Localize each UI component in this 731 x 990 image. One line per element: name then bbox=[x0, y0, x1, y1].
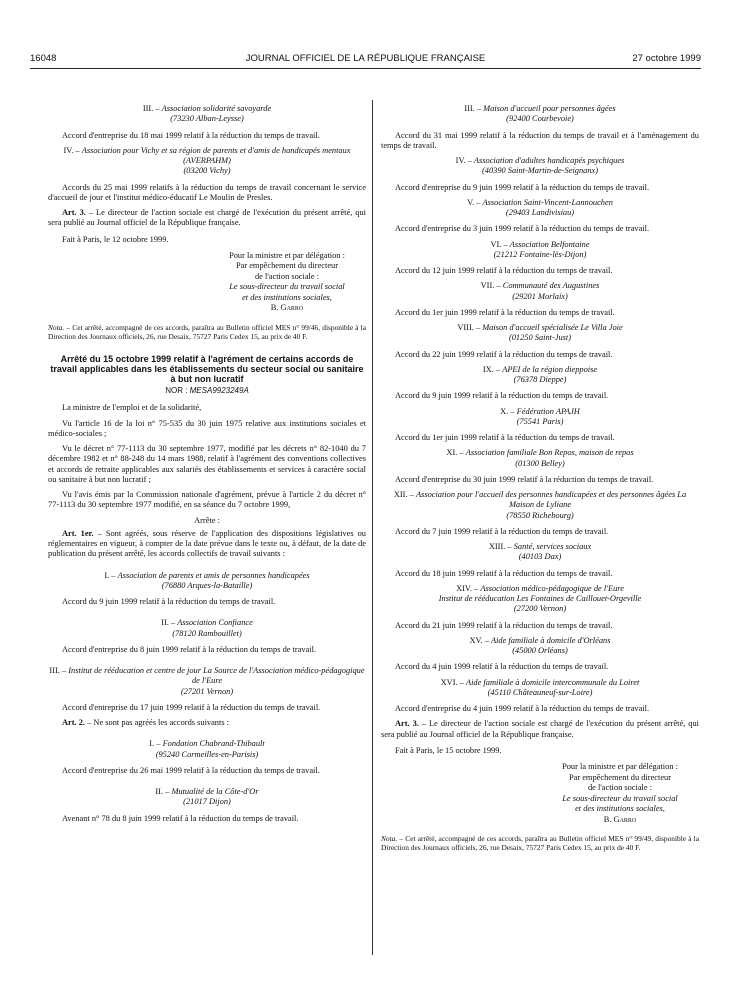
signature-block: Pour la ministre et par délégation : Par empêchement du directeur de l'action sociale : Le sous-directeur du travail social et des institutions sociales, B. Garro bbox=[541, 762, 699, 825]
signature-date: Fait à Paris, le 15 octobre 1999. bbox=[395, 745, 502, 755]
section-text: Accord du 1er juin 1999 relatif à la réduction du temps de travail. bbox=[395, 433, 615, 442]
section-heading: VI. – Association Belfontaine bbox=[490, 239, 590, 249]
section-place: (45000 Orléans) bbox=[512, 646, 568, 655]
section-place: (92400 Courbevoie) bbox=[506, 114, 574, 124]
section-text: Accord d'entreprise du 18 mai 1999 relatif à la réduction du temps de travail. bbox=[62, 130, 320, 140]
right-column bbox=[381, 104, 699, 865]
header-rule bbox=[30, 68, 701, 69]
section-text: Accord du 1er juin 1999 relatif à la réduction du temps de travail. bbox=[395, 307, 615, 317]
article-2: Art. 2. – Ne sont pas agréés les accords suivants : bbox=[62, 718, 229, 728]
section-heading: III. – Institut de rééducation et centre de jour La Source de l'Association médico-pédagogique de l'Eure bbox=[49, 666, 365, 686]
section-text: Accord d'entreprise du 3 juin 1999 relatif à la réduction du temps de travail. bbox=[395, 224, 650, 234]
column-divider bbox=[372, 100, 373, 955]
article-3: Art. 3. – Le directeur de l'action sociale est chargé de l'exécution du présent arrêté, qui sera publié au Journal officiel de la République française. bbox=[381, 719, 699, 739]
preamble: Vu le décret n° 77-1113 du 30 septembre 1977, modifié par les décrets n° 82-1040 du 7 décembre 1982 et n° 88-248 du 14 mars 1988, relatif à l'agrément des conventions collectives et accords de retraite applicables aux salariés des établissements et services à caractère social ou sanitaire à but non lucratif ; bbox=[48, 444, 366, 484]
left-column bbox=[48, 104, 366, 829]
section-text: Avenant n° 78 du 8 juin 1999 relatif à la réduction du temps de travail. bbox=[62, 813, 299, 823]
section-text: Accord du 31 mai 1999 relatif à la réduction du temps de travail et à l'aménagement du temps de travail. bbox=[381, 130, 699, 150]
nota: Nota. – Cet arrêté, accompagné de ces accords, paraîtra au Bulletin officiel MES n° 99/46, disponible à la Direction des Journaux officiels, 26, rue Desaix, 75727 Paris Cedex 15, au prix de 40 F. bbox=[48, 322, 366, 341]
section-text: Accord du 9 juin 1999 relatif à la réduction du temps de travail. bbox=[395, 391, 609, 401]
section-heading: I. – Association de parents et amis de personnes handicapées bbox=[104, 570, 310, 580]
section-place: (29403 Landivisiau) bbox=[505, 208, 575, 217]
section-place: (03200 Vichy) bbox=[183, 166, 231, 176]
section-place: (29201 Morlaix) bbox=[512, 291, 568, 301]
section-place: (95240 Cormeilles-en-Parisis) bbox=[155, 749, 259, 759]
section-heading: III. – Association solidarité savoyarde bbox=[142, 104, 272, 113]
section-heading: XIV. – Association médico-pédagogique de l'Eure bbox=[456, 583, 624, 593]
section-text: Accord du 12 juin 1999 relatif à la réduction du temps de travail. bbox=[395, 266, 613, 275]
section-place: (76880 Arques-la-Bataille) bbox=[161, 580, 253, 590]
preamble: La ministre de l'emploi et de la solidarité, bbox=[62, 403, 202, 413]
section-place: (21017 Dijon) bbox=[183, 797, 231, 807]
section-text: Accord d'entreprise du 26 mai 1999 relatif à la réduction du temps de travail. bbox=[62, 765, 320, 775]
section-text: Accord du 9 juin 1999 relatif à la réduction du temps de travail. bbox=[62, 597, 276, 607]
section-heading: X. – Fédération APAJH bbox=[500, 406, 580, 416]
section-heading: VII. – Communauté des Augustines bbox=[480, 281, 600, 291]
section-place: (75541 Paris) bbox=[516, 416, 564, 426]
section-place: (40390 Saint-Martin-de-Seignanx) bbox=[481, 166, 599, 176]
nor-reference: NOR : MESA9923249A bbox=[165, 385, 249, 395]
issue-date: 27 octobre 1999 bbox=[632, 53, 701, 64]
section-place: (76378 Dieppe) bbox=[513, 375, 567, 384]
nota: Nota. – Cet arrêté, accompagné de ces accords, paraîtra au Bulletin officiel MES n° 99/49, disponible à la Direction des Journaux officiels, 26, rue Desaix, 75727 Paris Cedex 15, au prix de 40 F. bbox=[381, 834, 699, 852]
preamble: Vu l'avis émis par la Commission nationale d'agrément, prévue à l'article 2 du décret n° 77-1113 du 30 septembre 1977 modifié, en sa séance du 7 octobre 1999, bbox=[48, 490, 366, 510]
section-heading: XIII. – Santé, services sociaux bbox=[488, 542, 592, 551]
section-text: Accords du 25 mai 1999 relatifs à la réduction du temps de travail concernant le service d'accueil de jour et l'institut médico-éducatif Le Moulin de Presles. bbox=[48, 182, 366, 202]
section-heading: VIII. – Maison d'accueil spécialisée Le Villa Joie bbox=[457, 323, 623, 332]
section-heading: XII. – Association pour l'accueil des personnes handicapées et des personnes âgées La Maison de Lyliane bbox=[393, 490, 687, 510]
section-heading: IV. – Association pour Vichy et sa région de parents et d'amis de handicapés mentaux (AVERPAHM) bbox=[63, 145, 351, 165]
section-heading: III. – Maison d'accueil pour personnes âgées bbox=[464, 104, 616, 113]
section-heading: V. – Association Saint-Vincent-Lannouchen bbox=[467, 197, 613, 207]
section-heading: II. – Mutualité de la Côte-d'Or bbox=[155, 787, 259, 797]
page-header bbox=[30, 53, 701, 67]
signature-block: Pour la ministre et par délégation : Par empêchement du directeur de l'action sociale : Le sous-directeur du travail social et des institutions sociales, B. Garro bbox=[208, 251, 366, 314]
section-place: (40103 Dax) bbox=[518, 552, 562, 562]
section-text: Accord d'entreprise du 17 juin 1999 relatif à la réduction du temps de travail. bbox=[62, 702, 321, 712]
section-heading: XI. – Association familiale Bon Repos, maison de repos bbox=[446, 448, 634, 458]
section-heading: XVI. – Aide familiale à domicile intercommunale du Loiret bbox=[440, 677, 640, 687]
section-heading: I. – Fondation Chabrand-Thibault bbox=[149, 739, 265, 749]
section-place: (27200 Vernon) bbox=[513, 604, 567, 614]
journal-title: JOURNAL OFFICIEL DE LA RÉPUBLIQUE FRANÇAISE bbox=[245, 53, 486, 64]
section-place: (27201 Vernon) bbox=[180, 686, 234, 696]
section-text: Accord du 7 juin 1999 relatif à la réduction du temps de travail. bbox=[395, 526, 609, 536]
section-text: Accord du 4 juin 1999 relatif à la réduction du temps de travail. bbox=[395, 662, 609, 672]
section-text: Accord d'entreprise du 8 juin 1999 relatif à la réduction du temps de travail. bbox=[62, 644, 317, 654]
section-place: (01300 Belley) bbox=[515, 458, 565, 468]
section-heading: IX. – APEI de la région dieppoise bbox=[482, 364, 598, 374]
section-text: Accord du 22 juin 1999 relatif à la réduction du temps de travail. bbox=[395, 349, 613, 359]
signature-date: Fait à Paris, le 12 octobre 1999. bbox=[62, 234, 169, 244]
arrete-title: Arrêté du 15 octobre 1999 relatif à l'agrément de certains accords de travail applicables dans les établissements du secteur social ou sanitaire à but non lucratif bbox=[50, 353, 364, 385]
preamble: Vu l'article 16 de la loi n° 75-535 du 30 juin 1975 relative aux institutions sociales et médico-sociales ; bbox=[48, 418, 366, 438]
section-subheading: Institut de rééducation Les Fontaines de Caillouet-Orgeville bbox=[438, 594, 642, 603]
section-place: (78550 Richebourg) bbox=[506, 510, 574, 520]
section-place: (45110 Châteauneuf-sur-Loire) bbox=[487, 687, 593, 697]
section-place: (01250 Saint-Just) bbox=[508, 333, 572, 343]
signatory-name: B. Garro bbox=[270, 303, 304, 313]
section-text: Accord d'entreprise du 9 juin 1999 relatif à la réduction du temps de travail. bbox=[395, 182, 650, 192]
article-3: Art. 3. – Le directeur de l'action sociale est chargé de l'exécution du présent arrêté, qui sera publié au Journal officiel de la République française. bbox=[48, 208, 366, 228]
section-text: Accord du 18 juin 1999 relatif à la réduction du temps de travail. bbox=[395, 568, 613, 578]
section-text: Accord du 21 juin 1999 relatif à la réduction du temps de travail. bbox=[395, 620, 613, 630]
section-heading: IV. – Association d'adultes handicapés psychiques bbox=[455, 156, 625, 165]
section-place: (78120 Rambouillet) bbox=[172, 628, 242, 638]
section-place: (73230 Alban-Leysse) bbox=[170, 114, 244, 124]
section-text: Accord d'entreprise du 4 juin 1999 relatif à la réduction du temps de travail. bbox=[395, 704, 650, 713]
section-text: Accord d'entreprise du 30 juin 1999 relatif à la réduction du temps de travail. bbox=[395, 474, 654, 484]
section-heading: XV. – Aide familiale à domicile d'Orléans bbox=[469, 635, 611, 645]
section-place: (21212 Fontaine-lès-Dijon) bbox=[493, 249, 587, 259]
section-heading: II. – Association Confiance bbox=[161, 618, 253, 628]
page-number: 16048 bbox=[30, 53, 57, 64]
signatory-name: B. Garro bbox=[603, 814, 637, 824]
article-1: Art. 1er. – Sont agréés, sous réserve de l'application des dispositions législatives ou réglementaires en vigueur, à compter de la date prévue dans le texte ou, à défaut, de la date de publication du présent arrêté, les accords collectifs de travail suivants : bbox=[48, 528, 366, 559]
arrete-word: Arrête : bbox=[194, 515, 220, 525]
